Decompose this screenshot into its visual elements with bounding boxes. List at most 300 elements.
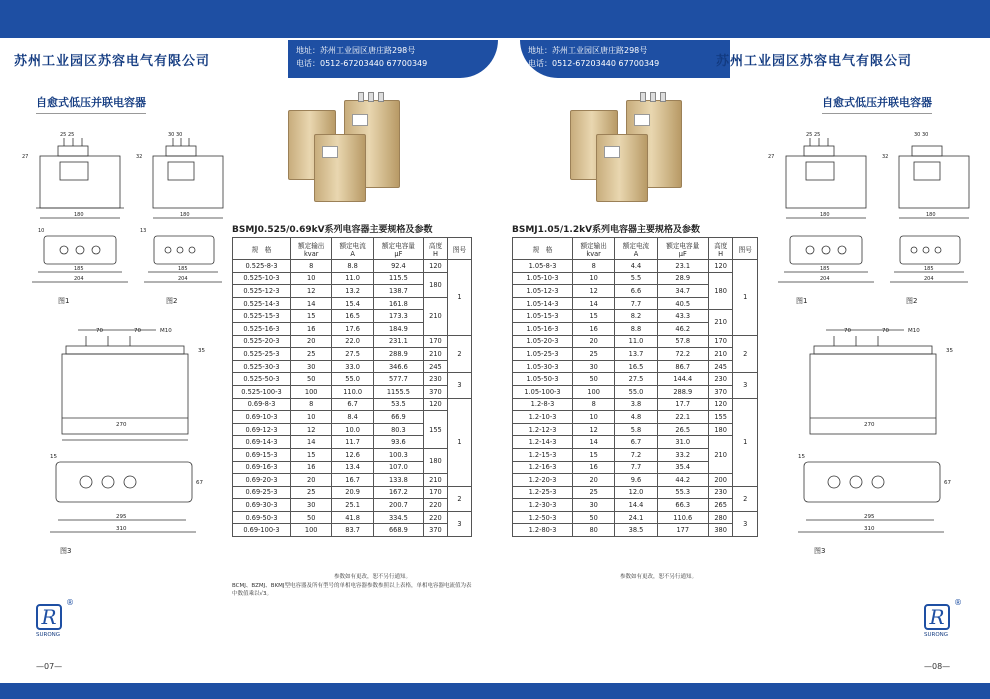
table-cell: 16 <box>573 322 615 335</box>
dim-270-r: 270 <box>864 422 875 428</box>
address-block-right <box>520 40 730 78</box>
table-row <box>233 297 472 310</box>
table-cell: 66.3 <box>657 499 708 512</box>
table-row <box>513 260 758 273</box>
table-row <box>233 373 472 386</box>
figure-label-3-right: 图3 <box>814 547 826 555</box>
table-cell: 8.4 <box>332 411 373 424</box>
col-header-figure: 图号 <box>733 238 758 260</box>
table-cell: 13.2 <box>332 285 373 298</box>
height-cell: 180 <box>423 448 447 473</box>
table-cell: 16 <box>573 461 615 474</box>
col-header-figure: 图号 <box>447 238 471 260</box>
figure-cell: 2 <box>733 335 758 373</box>
table-cell: 27.5 <box>615 373 657 386</box>
height-cell: 210 <box>708 348 733 361</box>
table-row <box>513 335 758 348</box>
section-title-left: 自愈式低压并联电容器 <box>36 94 146 114</box>
logo-mark: R <box>924 604 950 630</box>
figure-cell: 2 <box>447 335 471 373</box>
height-cell: 230 <box>708 373 733 386</box>
dim-185-r: 185 <box>820 266 830 272</box>
bottom-band <box>0 683 990 699</box>
dim-185b: 185 <box>178 266 188 272</box>
figure-cell: 1 <box>447 398 471 486</box>
figure-label-1-right: 图1 <box>796 297 808 305</box>
table-cell: 12.6 <box>332 448 373 461</box>
table-cell: 5.5 <box>615 272 657 285</box>
dim-204b: 204 <box>178 276 188 282</box>
table-cell: 8 <box>573 260 615 273</box>
dim-185: 185 <box>74 266 84 272</box>
table-cell: 16.5 <box>332 310 373 323</box>
table-cell: 10 <box>573 411 615 424</box>
figure-cell: 1 <box>447 260 471 336</box>
figure-cell: 1 <box>733 260 758 336</box>
registered-mark: ® <box>954 598 962 607</box>
table-cell: 15.4 <box>332 297 373 310</box>
table-cell: 7.7 <box>615 461 657 474</box>
table-row <box>513 423 758 436</box>
table-cell: 46.2 <box>657 322 708 335</box>
figure-cell: 3 <box>733 511 758 536</box>
table-cell: 184.9 <box>373 322 423 335</box>
table-row <box>233 260 472 273</box>
table-cell: 14 <box>291 297 332 310</box>
table-row <box>233 411 472 424</box>
table-cell: 10 <box>291 272 332 285</box>
table-cell: 5.8 <box>615 423 657 436</box>
table-cell: 1.05-14-3 <box>513 297 573 310</box>
figure-label-2-right: 图2 <box>906 297 918 305</box>
table-cell: 0.69-100-3 <box>233 524 291 537</box>
table-cell: 13.7 <box>615 348 657 361</box>
height-cell: 210 <box>423 474 447 487</box>
table-cell: 0.69-10-3 <box>233 411 291 424</box>
table-row <box>233 360 472 373</box>
table-cell: 1.05-10-3 <box>513 272 573 285</box>
table-cell: 24.1 <box>615 511 657 524</box>
table-cell: 92.4 <box>373 260 423 273</box>
height-cell: 210 <box>708 310 733 335</box>
table-cell: 107.0 <box>373 461 423 474</box>
figure-cell: 3 <box>447 373 471 398</box>
dim-180-r: 180 <box>820 212 830 218</box>
table-note-right-1: 参数如有更改，恕不另行通知。 <box>620 574 698 580</box>
table-cell: 1.2-30-3 <box>513 499 573 512</box>
table-cell: 7.7 <box>615 297 657 310</box>
figure-label-1-left: 图1 <box>58 297 70 305</box>
table-cell: 33.2 <box>657 448 708 461</box>
table-cell: 31.0 <box>657 436 708 449</box>
height-cell: 245 <box>708 360 733 373</box>
table-cell: 1.05-30-3 <box>513 360 573 373</box>
table-cell: 16.5 <box>615 360 657 373</box>
dim-67: 67 <box>196 480 203 486</box>
table-row <box>513 360 758 373</box>
table-row <box>233 398 472 411</box>
logo-brand: SURONG <box>36 632 61 638</box>
table-row <box>513 486 758 499</box>
table-row <box>233 348 472 361</box>
dim-180b: 180 <box>180 212 190 218</box>
dim-13: 13 <box>140 228 147 234</box>
address-block-left <box>288 40 498 78</box>
table-cell: 1.2-50-3 <box>513 511 573 524</box>
dim-70b-r: 70 <box>882 328 889 334</box>
table-cell: 1.2-80-3 <box>513 524 573 537</box>
height-cell: 120 <box>708 260 733 273</box>
figure-cell: 2 <box>733 486 758 511</box>
table-cell: 8.2 <box>615 310 657 323</box>
table-cell: 288.9 <box>373 348 423 361</box>
table-cell: 10 <box>573 272 615 285</box>
address-text: 地址：苏州工业园区唐庄路298号 <box>528 46 648 55</box>
table-cell: 0.525-20-3 <box>233 335 291 348</box>
table-cell: 14 <box>573 436 615 449</box>
height-cell: 265 <box>708 499 733 512</box>
table-row <box>233 272 472 285</box>
table-cell: 34.7 <box>657 285 708 298</box>
table-cell: 11.0 <box>615 335 657 348</box>
table-cell: 8.8 <box>615 322 657 335</box>
table-cell: 10 <box>291 411 332 424</box>
table-cell: 43.3 <box>657 310 708 323</box>
address-text: 地址：苏州工业园区唐庄路298号 <box>296 46 416 55</box>
table-cell: 28.9 <box>657 272 708 285</box>
table-cell: 27.5 <box>332 348 373 361</box>
company-name-right: 苏州工业园区苏容电气有限公司 <box>716 54 913 69</box>
capacitor-photo-left <box>286 96 416 206</box>
table-cell: 288.9 <box>657 385 708 398</box>
table-cell: 0.69-50-3 <box>233 511 291 524</box>
table-cell: 0.69-14-3 <box>233 436 291 449</box>
table-cell: 16.7 <box>332 474 373 487</box>
table-cell: 41.8 <box>332 511 373 524</box>
top-band <box>0 0 990 38</box>
table-cell: 55.3 <box>657 486 708 499</box>
table-cell: 110.6 <box>657 511 708 524</box>
table-cell: 1.2-20-3 <box>513 474 573 487</box>
col-header-height: 高度 H <box>423 238 447 260</box>
height-cell: 220 <box>423 511 447 524</box>
table-row <box>233 511 472 524</box>
table-cell: 44.2 <box>657 474 708 487</box>
table-cell: 1155.5 <box>373 385 423 398</box>
company-name-left: 苏州工业园区苏容电气有限公司 <box>14 54 211 69</box>
table-cell: 110.0 <box>332 385 373 398</box>
table-cell: 40.5 <box>657 297 708 310</box>
table-cell: 100 <box>291 524 332 537</box>
table-row <box>513 411 758 424</box>
table-cell: 9.6 <box>615 474 657 487</box>
table-row <box>233 524 472 537</box>
figure-cell: 3 <box>447 511 471 536</box>
figure-label-2-left: 图2 <box>166 297 178 305</box>
table-cell: 7.2 <box>615 448 657 461</box>
table-cell: 12 <box>291 285 332 298</box>
figure-cell: 3 <box>733 373 758 398</box>
table-cell: 15 <box>573 448 615 461</box>
height-cell: 180 <box>423 272 447 297</box>
col-header-current: 额定电流 A <box>332 238 373 260</box>
table-header-row <box>233 238 472 260</box>
table-cell: 12 <box>291 423 332 436</box>
table-cell: 668.9 <box>373 524 423 537</box>
table-note-left-2: BCMJ、BZMJ、BKMJ型电容器及所有型号的单相电容器参数参照以上表格，单相电容器电流值为表中数值乘以√3。 <box>232 583 472 597</box>
table-cell: 0.69-12-3 <box>233 423 291 436</box>
table-cell: 133.8 <box>373 474 423 487</box>
dim-67-r: 67 <box>944 480 951 486</box>
height-cell: 370 <box>423 385 447 398</box>
table-cell: 16 <box>291 322 332 335</box>
table-row <box>513 398 758 411</box>
dim-15: 15 <box>50 454 57 460</box>
table-cell: 50 <box>573 373 615 386</box>
figure-cell: 2 <box>447 486 471 511</box>
table-cell: 25 <box>573 348 615 361</box>
dim-295-r: 295 <box>864 514 875 520</box>
height-cell: 370 <box>708 385 733 398</box>
height-cell: 210 <box>423 348 447 361</box>
table-cell: 1.05-20-3 <box>513 335 573 348</box>
table-cell: 0.69-16-3 <box>233 461 291 474</box>
table-cell: 14 <box>291 436 332 449</box>
table-row <box>233 335 472 348</box>
table-cell: 6.6 <box>615 285 657 298</box>
table-cell: 12 <box>573 423 615 436</box>
table-cell: 20 <box>573 335 615 348</box>
table-cell: 1.05-12-3 <box>513 285 573 298</box>
table-cell: 35.4 <box>657 461 708 474</box>
col-header-kvar: 额定输出 kvar <box>291 238 332 260</box>
table-cell: 100 <box>573 385 615 398</box>
table-cell: 93.6 <box>373 436 423 449</box>
table-cell: 72.2 <box>657 348 708 361</box>
table-title-left: BSMJ0.525/0.69kV系列电容器主要规格及参数 <box>232 225 433 235</box>
table-cell: 144.4 <box>657 373 708 386</box>
table-cell: 161.8 <box>373 297 423 310</box>
dim-204: 204 <box>74 276 84 282</box>
table-cell: 1.2-12-3 <box>513 423 573 436</box>
table-cell: 177 <box>657 524 708 537</box>
dim-295: 295 <box>116 514 127 520</box>
table-cell: 6.7 <box>615 436 657 449</box>
table-cell: 25 <box>291 486 332 499</box>
table-cell: 80.3 <box>373 423 423 436</box>
table-cell: 100 <box>291 385 332 398</box>
table-cell: 1.2-25-3 <box>513 486 573 499</box>
table-row <box>233 385 472 398</box>
dim-32: 32 <box>136 154 143 160</box>
dim-180: 180 <box>74 212 84 218</box>
dim-185b-r: 185 <box>924 266 934 272</box>
table-cell: 25 <box>573 486 615 499</box>
table-cell: 38.5 <box>615 524 657 537</box>
dim-25-r: 25 25 <box>806 132 821 138</box>
dim-310: 310 <box>116 526 127 532</box>
height-cell: 180 <box>708 423 733 436</box>
table-cell: 577.7 <box>373 373 423 386</box>
table-cell: 14.4 <box>615 499 657 512</box>
table-cell: 167.2 <box>373 486 423 499</box>
table-cell: 15 <box>573 310 615 323</box>
table-row <box>233 448 472 461</box>
table-cell: 1.2-15-3 <box>513 448 573 461</box>
height-cell: 155 <box>423 411 447 449</box>
height-cell: 170 <box>423 335 447 348</box>
table-header-row <box>513 238 758 260</box>
dimension-drawing-fig3-right <box>784 322 974 552</box>
table-row <box>513 511 758 524</box>
table-row <box>513 474 758 487</box>
height-cell: 210 <box>708 436 733 474</box>
table-cell: 15 <box>291 310 332 323</box>
table-cell: 20.9 <box>332 486 373 499</box>
table-cell: 15 <box>291 448 332 461</box>
table-cell: 25.1 <box>332 499 373 512</box>
table-cell: 0.69-25-3 <box>233 486 291 499</box>
height-cell: 210 <box>423 297 447 335</box>
col-header-capacitance: 额定电容量 μF <box>373 238 423 260</box>
table-cell: 0.525-25-3 <box>233 348 291 361</box>
table-cell: 1.05-16-3 <box>513 322 573 335</box>
table-cell: 11.7 <box>332 436 373 449</box>
table-cell: 11.0 <box>332 272 373 285</box>
table-cell: 0.525-30-3 <box>233 360 291 373</box>
height-cell: 155 <box>708 411 733 424</box>
height-cell: 245 <box>423 360 447 373</box>
dim-204-r: 204 <box>820 276 830 282</box>
table-cell: 346.6 <box>373 360 423 373</box>
table-cell: 55.0 <box>615 385 657 398</box>
table-cell: 30 <box>291 360 332 373</box>
dim-15-r: 15 <box>798 454 805 460</box>
table-cell: 12 <box>573 285 615 298</box>
dim-30: 30 30 <box>168 132 183 138</box>
table-cell: 173.3 <box>373 310 423 323</box>
table-cell: 23.1 <box>657 260 708 273</box>
table-cell: 53.5 <box>373 398 423 411</box>
height-cell: 120 <box>423 260 447 273</box>
table-cell: 1.2-10-3 <box>513 411 573 424</box>
col-header-spec: 规 格 <box>513 238 573 260</box>
dim-35: 35 <box>198 348 205 354</box>
table-cell: 1.2-14-3 <box>513 436 573 449</box>
table-cell: 8 <box>291 398 332 411</box>
table-cell: 30 <box>291 499 332 512</box>
table-cell: 16 <box>291 461 332 474</box>
table-cell: 0.525-50-3 <box>233 373 291 386</box>
dimension-drawing-fig3-left <box>36 322 226 552</box>
table-row <box>513 348 758 361</box>
table-cell: 17.7 <box>657 398 708 411</box>
table-cell: 10.0 <box>332 423 373 436</box>
dim-310-r: 310 <box>864 526 875 532</box>
table-cell: 26.5 <box>657 423 708 436</box>
height-cell: 220 <box>423 499 447 512</box>
table-cell: 115.5 <box>373 272 423 285</box>
col-header-capacitance: 额定电容量 μF <box>657 238 708 260</box>
height-cell: 120 <box>708 398 733 411</box>
section-title-right: 自愈式低压并联电容器 <box>822 94 932 114</box>
table-note-left-1: 参数如有更改，恕不另行通知。 <box>334 574 412 580</box>
registered-mark: ® <box>66 598 74 607</box>
table-cell: 1.05-50-3 <box>513 373 573 386</box>
surong-logo-right <box>924 598 962 646</box>
table-row <box>233 474 472 487</box>
table-row <box>513 436 758 449</box>
col-header-current: 额定电流 A <box>615 238 657 260</box>
table-row <box>513 373 758 386</box>
table-cell: 86.7 <box>657 360 708 373</box>
height-cell: 380 <box>708 524 733 537</box>
table-row <box>513 385 758 398</box>
page-number-left: —07— <box>36 662 63 671</box>
logo-mark: R <box>36 604 62 630</box>
dimension-drawing-fig1-fig2-right <box>764 128 974 318</box>
dim-70: 70 <box>96 328 103 334</box>
table-title-right: BSMJ1.05/1.2kV系列电容器主要规格及参数 <box>512 225 701 235</box>
table-cell: 0.69-30-3 <box>233 499 291 512</box>
table-cell: 1.05-15-3 <box>513 310 573 323</box>
table-cell: 0.525-100-3 <box>233 385 291 398</box>
height-cell: 200 <box>708 474 733 487</box>
dim-32-r: 32 <box>882 154 889 160</box>
table-cell: 8 <box>573 398 615 411</box>
table-cell: 20 <box>291 335 332 348</box>
table-cell: 30 <box>573 360 615 373</box>
height-cell: 180 <box>708 272 733 310</box>
table-cell: 22.0 <box>332 335 373 348</box>
table-cell: 0.69-15-3 <box>233 448 291 461</box>
table-cell: 33.0 <box>332 360 373 373</box>
table-cell: 1.2-8-3 <box>513 398 573 411</box>
table-cell: 0.69-20-3 <box>233 474 291 487</box>
col-header-kvar: 额定输出 kvar <box>573 238 615 260</box>
table-row <box>233 499 472 512</box>
table-cell: 17.6 <box>332 322 373 335</box>
table-cell: 50 <box>291 511 332 524</box>
table-cell: 1.05-25-3 <box>513 348 573 361</box>
table-cell: 83.7 <box>332 524 373 537</box>
height-cell: 230 <box>708 486 733 499</box>
dim-27: 27 <box>22 154 29 160</box>
table-cell: 50 <box>291 373 332 386</box>
page-number-right: —08— <box>924 662 951 671</box>
table-cell: 0.525-12-3 <box>233 285 291 298</box>
table-cell: 4.4 <box>615 260 657 273</box>
height-cell: 120 <box>423 398 447 411</box>
figure-label-3-left: 图3 <box>60 547 72 555</box>
height-cell: 170 <box>708 335 733 348</box>
dim-204b-r: 204 <box>924 276 934 282</box>
dimension-drawing-fig1-fig2-left <box>18 128 228 318</box>
height-cell: 280 <box>708 511 733 524</box>
table-cell: 200.7 <box>373 499 423 512</box>
height-cell: 230 <box>423 373 447 386</box>
table-cell: 138.7 <box>373 285 423 298</box>
table-cell: 3.8 <box>615 398 657 411</box>
figure-cell: 1 <box>733 398 758 486</box>
table-cell: 334.5 <box>373 511 423 524</box>
table-cell: 13.4 <box>332 461 373 474</box>
table-cell: 4.8 <box>615 411 657 424</box>
table-cell: 20 <box>573 474 615 487</box>
dim-30-r: 30 30 <box>914 132 929 138</box>
dim-27-r: 27 <box>768 154 775 160</box>
table-row <box>513 310 758 323</box>
